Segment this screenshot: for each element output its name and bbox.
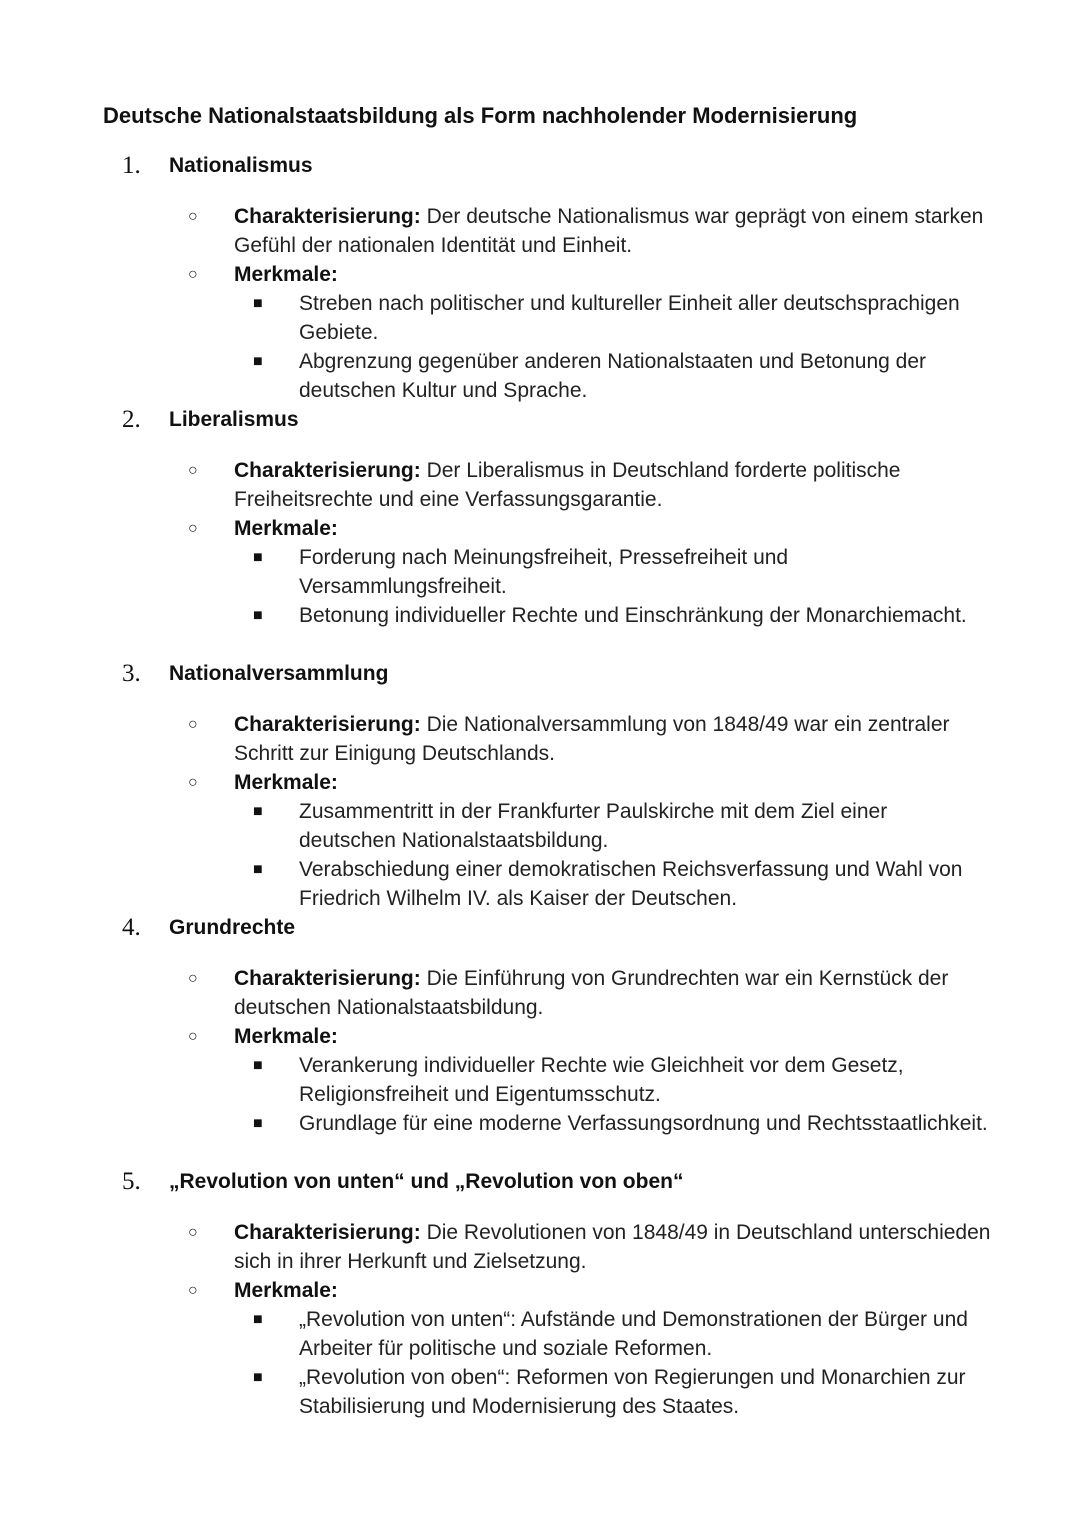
section-heading-row — [0, 405, 1080, 435]
feature-list-item — [0, 1363, 989, 1421]
feature-list-item — [0, 1051, 989, 1109]
circle-bullet-icon: ○ — [188, 1282, 198, 1299]
features-item — [0, 768, 994, 797]
characterization-label: Charakterisierung: — [234, 459, 421, 482]
feature-text: Abgrenzung gegenüber anderen Nationalstaaten und Betonung der deutschen Kultur und Sprache. — [299, 350, 926, 402]
section-liberalismus — [0, 405, 1080, 630]
characterization-label: Charakterisierung: — [234, 713, 421, 736]
characterization-text: Die Revolutionen von 1848/49 in Deutschland unterschieden sich in ihrer Herkunft und Zielsetzung. — [234, 1221, 991, 1273]
feature-text: Verankerung individueller Rechte wie Gleichheit vor dem Gesetz, Religionsfreiheit und Eigentumsschutz. — [299, 1054, 904, 1106]
characterization-item — [0, 710, 994, 768]
section-grundrechte — [0, 913, 1080, 1138]
features-label: Merkmale: — [234, 517, 338, 540]
section-heading-row — [0, 1167, 1080, 1197]
characterization-item — [0, 1218, 994, 1276]
features-item — [0, 260, 994, 289]
square-bullet-icon: ■ — [253, 861, 263, 878]
section-number: 1. — [122, 152, 141, 179]
characterization-item — [0, 202, 994, 260]
feature-text: Streben nach politischer und kultureller Einheit aller deutschsprachigen Gebiete. — [299, 292, 960, 344]
features-label: Merkmale: — [234, 1279, 338, 1302]
feature-list-item — [0, 797, 989, 855]
circle-bullet-icon: ○ — [188, 970, 198, 987]
square-bullet-icon: ■ — [253, 803, 263, 820]
section-title: „Revolution von unten“ und „Revolution von oben“ — [169, 1170, 684, 1193]
circle-bullet-icon: ○ — [188, 462, 198, 479]
feature-text: „Revolution von oben“: Reformen von Regierungen und Monarchien zur Stabilisierung und Modernisierung des Staates. — [299, 1366, 966, 1418]
section-title: Nationalismus — [169, 154, 313, 177]
square-bullet-icon: ■ — [253, 1311, 263, 1328]
features-label: Merkmale: — [234, 263, 338, 286]
square-bullet-icon: ■ — [253, 1369, 263, 1386]
section-title: Grundrechte — [169, 916, 296, 939]
circle-bullet-icon: ○ — [188, 1224, 198, 1241]
characterization-text: Der deutsche Nationalismus war geprägt von einem starken Gefühl der nationalen Identität und Einheit. — [234, 205, 984, 257]
circle-bullet-icon: ○ — [188, 208, 198, 225]
feature-list-item — [0, 855, 989, 913]
square-bullet-icon: ■ — [253, 353, 263, 370]
section-heading-row — [0, 659, 1080, 689]
characterization-text: Die Einführung von Grundrechten war ein Kernstück der deutschen Nationalstaatsbildung. — [234, 967, 949, 1019]
characterization-label: Charakterisierung: — [234, 1221, 421, 1244]
circle-bullet-icon: ○ — [188, 266, 198, 283]
circle-bullet-icon: ○ — [188, 774, 198, 791]
characterization-text: Die Nationalversammlung von 1848/49 war ein zentraler Schritt zur Einigung Deutschlands. — [234, 713, 950, 765]
feature-list-item — [0, 601, 989, 630]
feature-list-item — [0, 289, 989, 347]
document-title: Deutsche Nationalstaatsbildung als Form nachholender Modernisierung — [103, 103, 858, 128]
characterization-label: Charakterisierung: — [234, 967, 421, 990]
feature-list-item — [0, 1305, 989, 1363]
feature-text: Grundlage für eine moderne Verfassungsordnung und Rechtsstaatlichkeit. — [299, 1112, 988, 1135]
feature-text: Betonung individueller Rechte und Einschränkung der Monarchiemacht. — [299, 604, 967, 627]
circle-bullet-icon: ○ — [188, 716, 198, 733]
features-item — [0, 1276, 994, 1305]
square-bullet-icon: ■ — [253, 1057, 263, 1074]
section-number: 5. — [122, 1168, 141, 1195]
feature-list-item — [0, 347, 989, 405]
feature-text: „Revolution von unten“: Aufstände und Demonstrationen der Bürger und Arbeiter für politische und soziale Reformen. — [299, 1308, 968, 1360]
section-number: 4. — [122, 914, 141, 941]
square-bullet-icon: ■ — [253, 549, 263, 566]
circle-bullet-icon: ○ — [188, 520, 198, 537]
section-revolution — [0, 1167, 1080, 1421]
section-heading-row — [0, 151, 1080, 181]
section-title: Nationalversammlung — [169, 662, 389, 685]
characterization-text: Der Liberalismus in Deutschland forderte politische Freiheitsrechte und eine Verfassungsgarantie. — [234, 459, 901, 511]
feature-list-item — [0, 543, 989, 601]
characterization-item — [0, 964, 994, 1022]
square-bullet-icon: ■ — [253, 607, 263, 624]
section-nationalismus — [0, 151, 1080, 405]
circle-bullet-icon: ○ — [188, 1028, 198, 1045]
feature-text: Verabschiedung einer demokratischen Reichsverfassung und Wahl von Friedrich Wilhelm IV. als Kaiser der Deutschen. — [299, 858, 963, 910]
feature-text: Zusammentritt in der Frankfurter Paulskirche mit dem Ziel einer deutschen Nationalstaatsbildung. — [299, 800, 888, 852]
features-item — [0, 1022, 994, 1051]
feature-list-item — [0, 1109, 989, 1138]
section-heading-row — [0, 913, 1080, 943]
features-label: Merkmale: — [234, 771, 338, 794]
features-item — [0, 514, 994, 543]
square-bullet-icon: ■ — [253, 1115, 263, 1132]
characterization-label: Charakterisierung: — [234, 205, 421, 228]
section-number: 3. — [122, 660, 141, 687]
features-label: Merkmale: — [234, 1025, 338, 1048]
section-title: Liberalismus — [169, 408, 299, 431]
characterization-item — [0, 456, 994, 514]
section-nationalversammlung — [0, 659, 1080, 913]
square-bullet-icon: ■ — [253, 295, 263, 312]
feature-text: Forderung nach Meinungsfreiheit, Pressefreiheit und Versammlungsfreiheit. — [299, 546, 789, 598]
section-number: 2. — [122, 406, 141, 433]
